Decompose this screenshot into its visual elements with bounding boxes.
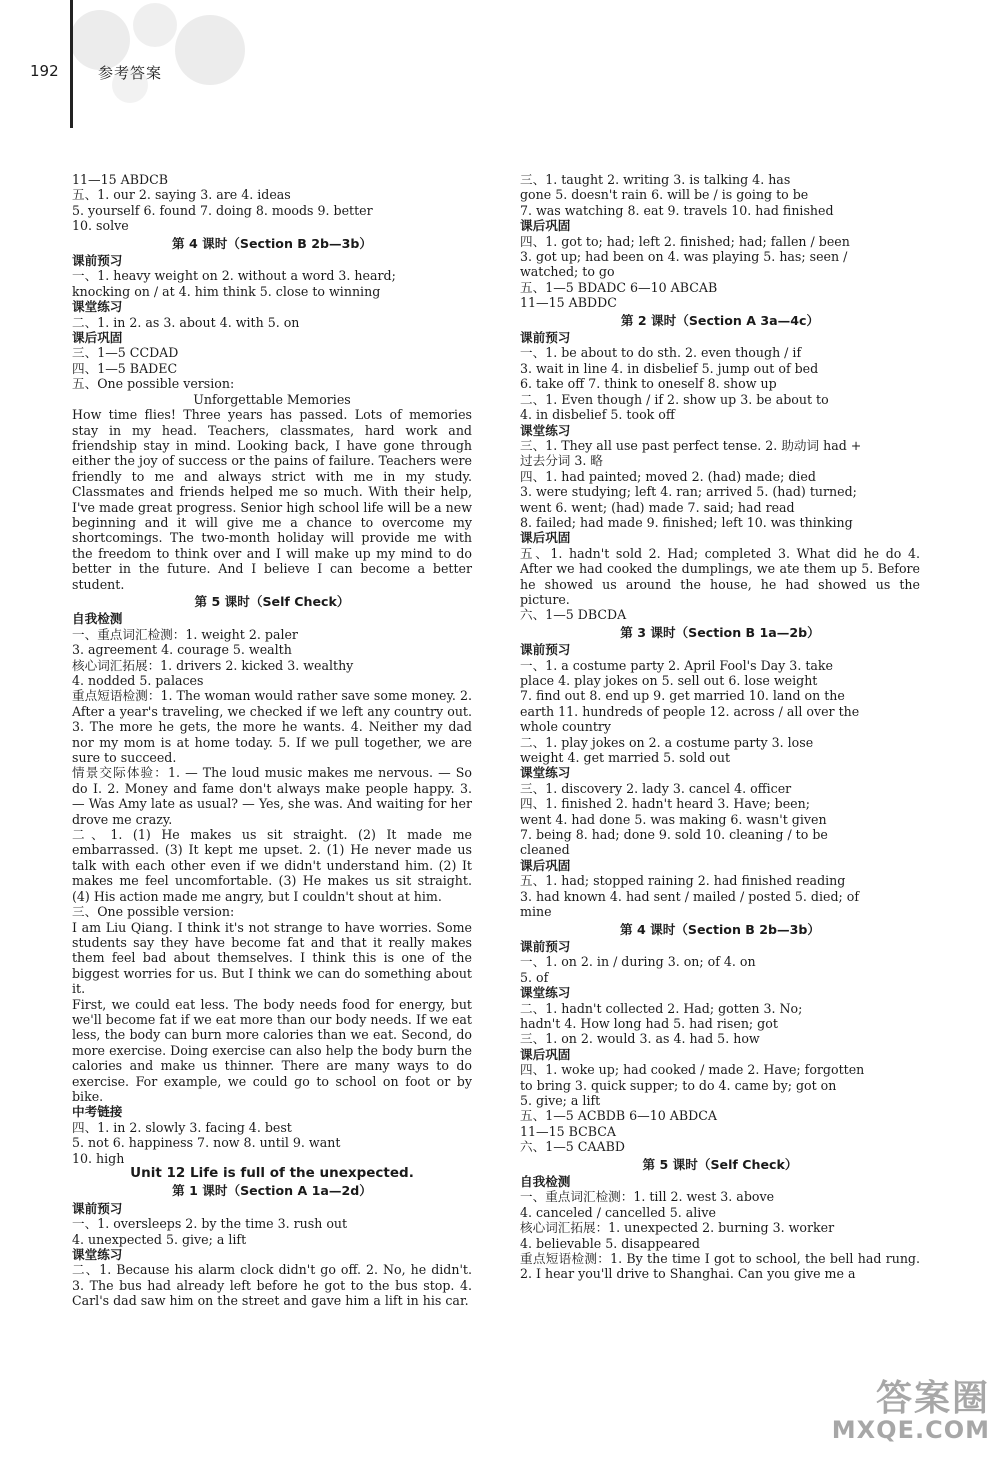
answer-paragraph: 二、1. (1) He makes us sit straight. (2) It made me embarrassed. (3) It kept me upset. 2. (1) He never made us talk with each other even if we didn't understand him. (2) It makes me feel uncomfortable. (3) He makes us sit straight. (4) His action made me angry, but I couldn't shout at him. [72, 827, 472, 904]
page-title: 参考答案 [98, 64, 163, 82]
answer-line: 四、1. had painted; moved 2. (had) made; died [520, 468, 816, 484]
answer-line: 一、重点词汇检测：1. till 2. west 3. above [520, 1189, 775, 1205]
answer-line: whole country [520, 719, 612, 735]
lesson-heading: 第 2 课时（Section A 3a—4c） [620, 312, 820, 328]
header-rule [70, 0, 73, 128]
lesson-heading: 第 5 课时（Self Check） [194, 593, 350, 609]
answer-line: 4. nodded 5. palaces [72, 673, 204, 688]
answer-paragraph: 重点短语检测：1. By the time I got to school, the bell had rung. 2. I hear you'll drive to Shanghai. Can you give me a [520, 1251, 920, 1282]
answer-line: 三、1. They all use past perfect tense. 2. 助动词 had + [520, 437, 862, 453]
answer-line: 6. take off 7. think to oneself 8. show up [520, 376, 777, 392]
answer-paragraph: How time flies! Three years has passed. Lots of memories stay in my head. Teachers, classmates, hard work and friendship stay in mind. Looking back, I have gone through either the joy of success or the pains of failure. Teachers were friendly to me and always strict with me in my study. Classmates and friends helped me so much. With their help, I've made great progress. Senior high school life will be a new beginning and it will give me a chance to overcome my shortcomings. The two-month holiday will provide me with the freedom to think over and I will make up my mind to do better in the future. And I believe I can become a better student. [72, 407, 472, 592]
unit-heading: Unit 12 Life is full of the unexpected. [130, 1165, 414, 1181]
answer-paragraph: 重点短语检测：1. The woman would rather save some money. 2. After a year's traveling, we checked if we left any country out. 3. The more he gets, the more he wants. 4. Neither my dad nor my mom is at home today. 5. If we pull together, we are sure to succeed. [72, 688, 472, 766]
answer-line: 二、1. Even though / if 2. show up 3. be about to [520, 391, 829, 407]
answer-line: 三、1. discovery 2. lady 3. cancel 4. officer [520, 780, 792, 796]
section-heading: 课前预习 [72, 1200, 123, 1216]
section-heading: 课后巩固 [520, 857, 571, 873]
section-heading: 自我检测 [72, 611, 123, 627]
section-heading: 课后巩固 [520, 1046, 571, 1062]
answer-line: place 4. play jokes on 5. sell out 6. lose weight [520, 673, 818, 688]
section-heading: 课前预习 [520, 330, 571, 346]
answer-line: 二、1. hadn't collected 2. Had; gotten 3. No; [520, 1000, 803, 1016]
answer-line: 4. in disbelief 5. took off [520, 407, 675, 423]
answer-paragraph: First, we could eat less. The body needs food for energy, but we'll become fat if we eat more than our body needs. If we eat less, the body can burn more calories than we eat. Second, do more exercise. Doing exercise can also help the body burn the calories and make us thinner. There are many ways to do exercise. For example, we could go to school on foot or by bike. [72, 996, 472, 1104]
answer-line: 11—15 ABDCB [72, 172, 168, 187]
answer-line: 四、1. in 2. slowly 3. facing 4. best [72, 1119, 292, 1135]
section-heading: 课堂练习 [520, 422, 571, 438]
answer-line: went 4. had done 5. was making 6. wasn't given [520, 811, 827, 827]
answer-line: 7. was watching 8. eat 9. travels 10. had finished [520, 202, 834, 218]
answer-line: 六、1—5 DBCDA [520, 607, 627, 623]
answer-line: 4. unexpected 5. give; a lift [72, 1231, 247, 1247]
answer-line: 一、1. heavy weight on 2. without a word 3. heard; [72, 268, 396, 284]
answer-line: 5. yourself 6. found 7. doing 8. moods 9. better [72, 202, 373, 218]
section-heading: 课堂练习 [520, 765, 571, 781]
answer-line: 五、1. our 2. saying 3. are 4. ideas [72, 187, 291, 203]
answer-line: gone 5. doesn't rain 6. will be / is going to be [520, 187, 809, 203]
answer-line: 六、1—5 CAABD [520, 1139, 625, 1155]
answer-line: 11—15 BCBCA [520, 1123, 616, 1139]
answer-line: 五、1—5 ACBDB 6—10 ABDCA [520, 1108, 717, 1124]
answer-line: 5. not 6. happiness 7. now 8. until 9. want [72, 1135, 341, 1151]
answer-line: 一、1. oversleeps 2. by the time 3. rush out [72, 1216, 348, 1232]
answer-line: 7. find out 8. end up 9. get married 10. land on the [520, 688, 845, 704]
watermark-site: MXQE.COM [831, 1416, 990, 1444]
answer-line: 五、1. had; stopped raining 2. had finished reading [520, 873, 846, 889]
lesson-heading: 第 5 课时（Self Check） [642, 1156, 798, 1172]
lesson-heading: 第 4 课时（Section B 2b—3b） [171, 235, 373, 251]
essay-title: Unforgettable Memories [193, 391, 351, 407]
section-heading: 课后巩固 [72, 330, 123, 346]
answer-line: 三、1. on 2. would 3. as 4. had 5. how [520, 1031, 760, 1047]
answer-line: 二、1. in 2. as 3. about 4. with 5. on [72, 314, 300, 330]
answer-line: 11—15 ABDDC [520, 295, 617, 311]
answer-line: 一、1. a costume party 2. April Fool's Day 3. take [520, 657, 833, 673]
answer-line: 一、1. on 2. in / during 3. on; of 4. on [520, 954, 756, 970]
answer-line: 3. got up; had been on 4. was playing 5. has; seen / [520, 249, 848, 265]
answer-paragraph: 情景交际体验：1. — The loud music makes me nervous. — So do I. 2. Money and fame don't always make people happy. 3. — Was Amy late as usual? — Yes, she was. And waiting for her drove me crazy. [72, 765, 472, 827]
page-number: 192 [30, 62, 59, 80]
section-heading: 课堂练习 [72, 1247, 123, 1263]
section-heading: 自我检测 [520, 1174, 571, 1189]
answer-line: watched; to go [520, 264, 615, 280]
answer-line: 二、1. play jokes on 2. a costume party 3. lose [520, 734, 814, 750]
answer-line: 三、1. taught 2. writing 3. is talking 4. has [520, 172, 791, 187]
answer-line: knocking on / at 4. him think 5. close to winning [72, 283, 381, 299]
answer-paragraph: 二、1. Because his alarm clock didn't go off. 2. No, he didn't. 3. The bus had already left before he got to the bus stop. 4. Carl's dad saw him on the street and gave him a lift in his car. [72, 1262, 472, 1309]
answer-line: 3. agreement 4. courage 5. wealth [72, 642, 292, 658]
right-column [520, 172, 920, 1282]
answer-line: 3. wait in line 4. in disbelief 5. jump out of bed [520, 360, 819, 376]
answer-line: earth 11. hundreds of people 12. across / all over the [520, 703, 860, 719]
section-heading: 课后巩固 [520, 530, 571, 546]
section-heading: 课前预习 [520, 642, 571, 658]
answer-line: 5. give; a lift [520, 1092, 601, 1108]
decorative-pattern-icon [60, 0, 260, 110]
answer-line: 三、One possible version: [72, 904, 235, 920]
answer-line: 五、1—5 BDADC 6—10 ABCAB [520, 279, 718, 295]
section-heading: 课前预习 [72, 253, 123, 269]
answer-line: hadn't 4. How long had 5. had risen; got [520, 1015, 778, 1031]
answer-paragraph: I am Liu Qiang. I think it's not strange to have worries. Some students say they have become fat and that it really makes them feel bad about themselves. I think this is one of the biggest worries for us. But I think we can do something about it. [72, 919, 472, 997]
section-heading: 课堂练习 [72, 299, 123, 315]
answer-line: 过去分词 3. 略 [520, 453, 603, 469]
answer-line: 核心词汇拓展：1. unexpected 2. burning 3. worker [520, 1220, 835, 1236]
watermark-logo [780, 1370, 990, 1450]
answer-line: 10. high [72, 1150, 125, 1166]
answer-line: 10. solve [72, 218, 129, 234]
answer-line: 四、1. woke up; had cooked / made 2. Have; forgotten [520, 1062, 865, 1078]
answer-line: 四、1. finished 2. hadn't heard 3. Have; been; [520, 796, 810, 812]
answer-line: 8. failed; had made 9. finished; left 10. was thinking [520, 514, 853, 530]
answer-line: weight 4. get married 5. sold out [520, 750, 731, 766]
answer-line: 一、1. be about to do sth. 2. even though / if [520, 345, 802, 361]
answer-line: 7. being 8. had; done 9. sold 10. cleaning / to be [520, 827, 828, 843]
answer-line: 三、1—5 CCDAD [72, 345, 179, 361]
section-heading: 课堂练习 [520, 985, 571, 1001]
section-heading: 课后巩固 [520, 218, 571, 234]
answer-line: 五、One possible version: [72, 376, 235, 392]
lesson-heading: 第 3 课时（Section B 1a—2b） [620, 624, 820, 640]
watermark-logo-text: 答案圈 [875, 1378, 990, 1419]
answer-line: 3. had known 4. had sent / mailed / posted 5. died; of [520, 888, 860, 904]
section-heading: 中考链接 [72, 1104, 123, 1120]
answer-line: to bring 3. quick supper; to do 4. came by; got on [520, 1077, 837, 1093]
answer-line: 3. were studying; left 4. ran; arrived 5. (had) turned; [520, 484, 857, 500]
answer-paragraph: 五、1. hadn't sold 2. Had; completed 3. What did he do 4. After we had cooked the dumplings, we ate them up 5. Before he showed us around the house, he had showed us the picture. [520, 545, 920, 607]
answer-line: 四、1. got to; had; left 2. finished; had; fallen / been [520, 233, 850, 249]
answer-line: 4. canceled / cancelled 5. alive [520, 1204, 716, 1220]
answer-line: 核心词汇拓展：1. drivers 2. kicked 3. wealthy [72, 657, 354, 673]
answer-line: 4. believable 5. disappeared [520, 1235, 700, 1251]
lesson-heading: 第 1 课时（Section A 1a—2d） [172, 1183, 372, 1199]
answer-line: 四、1—5 BADEC [72, 360, 178, 376]
answer-line: 一、重点词汇检测：1. weight 2. paler [72, 626, 298, 642]
answer-line: 5. of [520, 969, 549, 985]
section-heading: 课前预习 [520, 938, 571, 954]
left-column [72, 172, 472, 1309]
answer-line: cleaned [520, 842, 570, 858]
lesson-heading: 第 4 课时（Section B 2b—3b） [619, 921, 821, 937]
page-header [0, 0, 1000, 150]
answer-line: mine [520, 904, 552, 920]
answer-line: went 6. went; (had) made 7. said; had read [520, 499, 795, 515]
